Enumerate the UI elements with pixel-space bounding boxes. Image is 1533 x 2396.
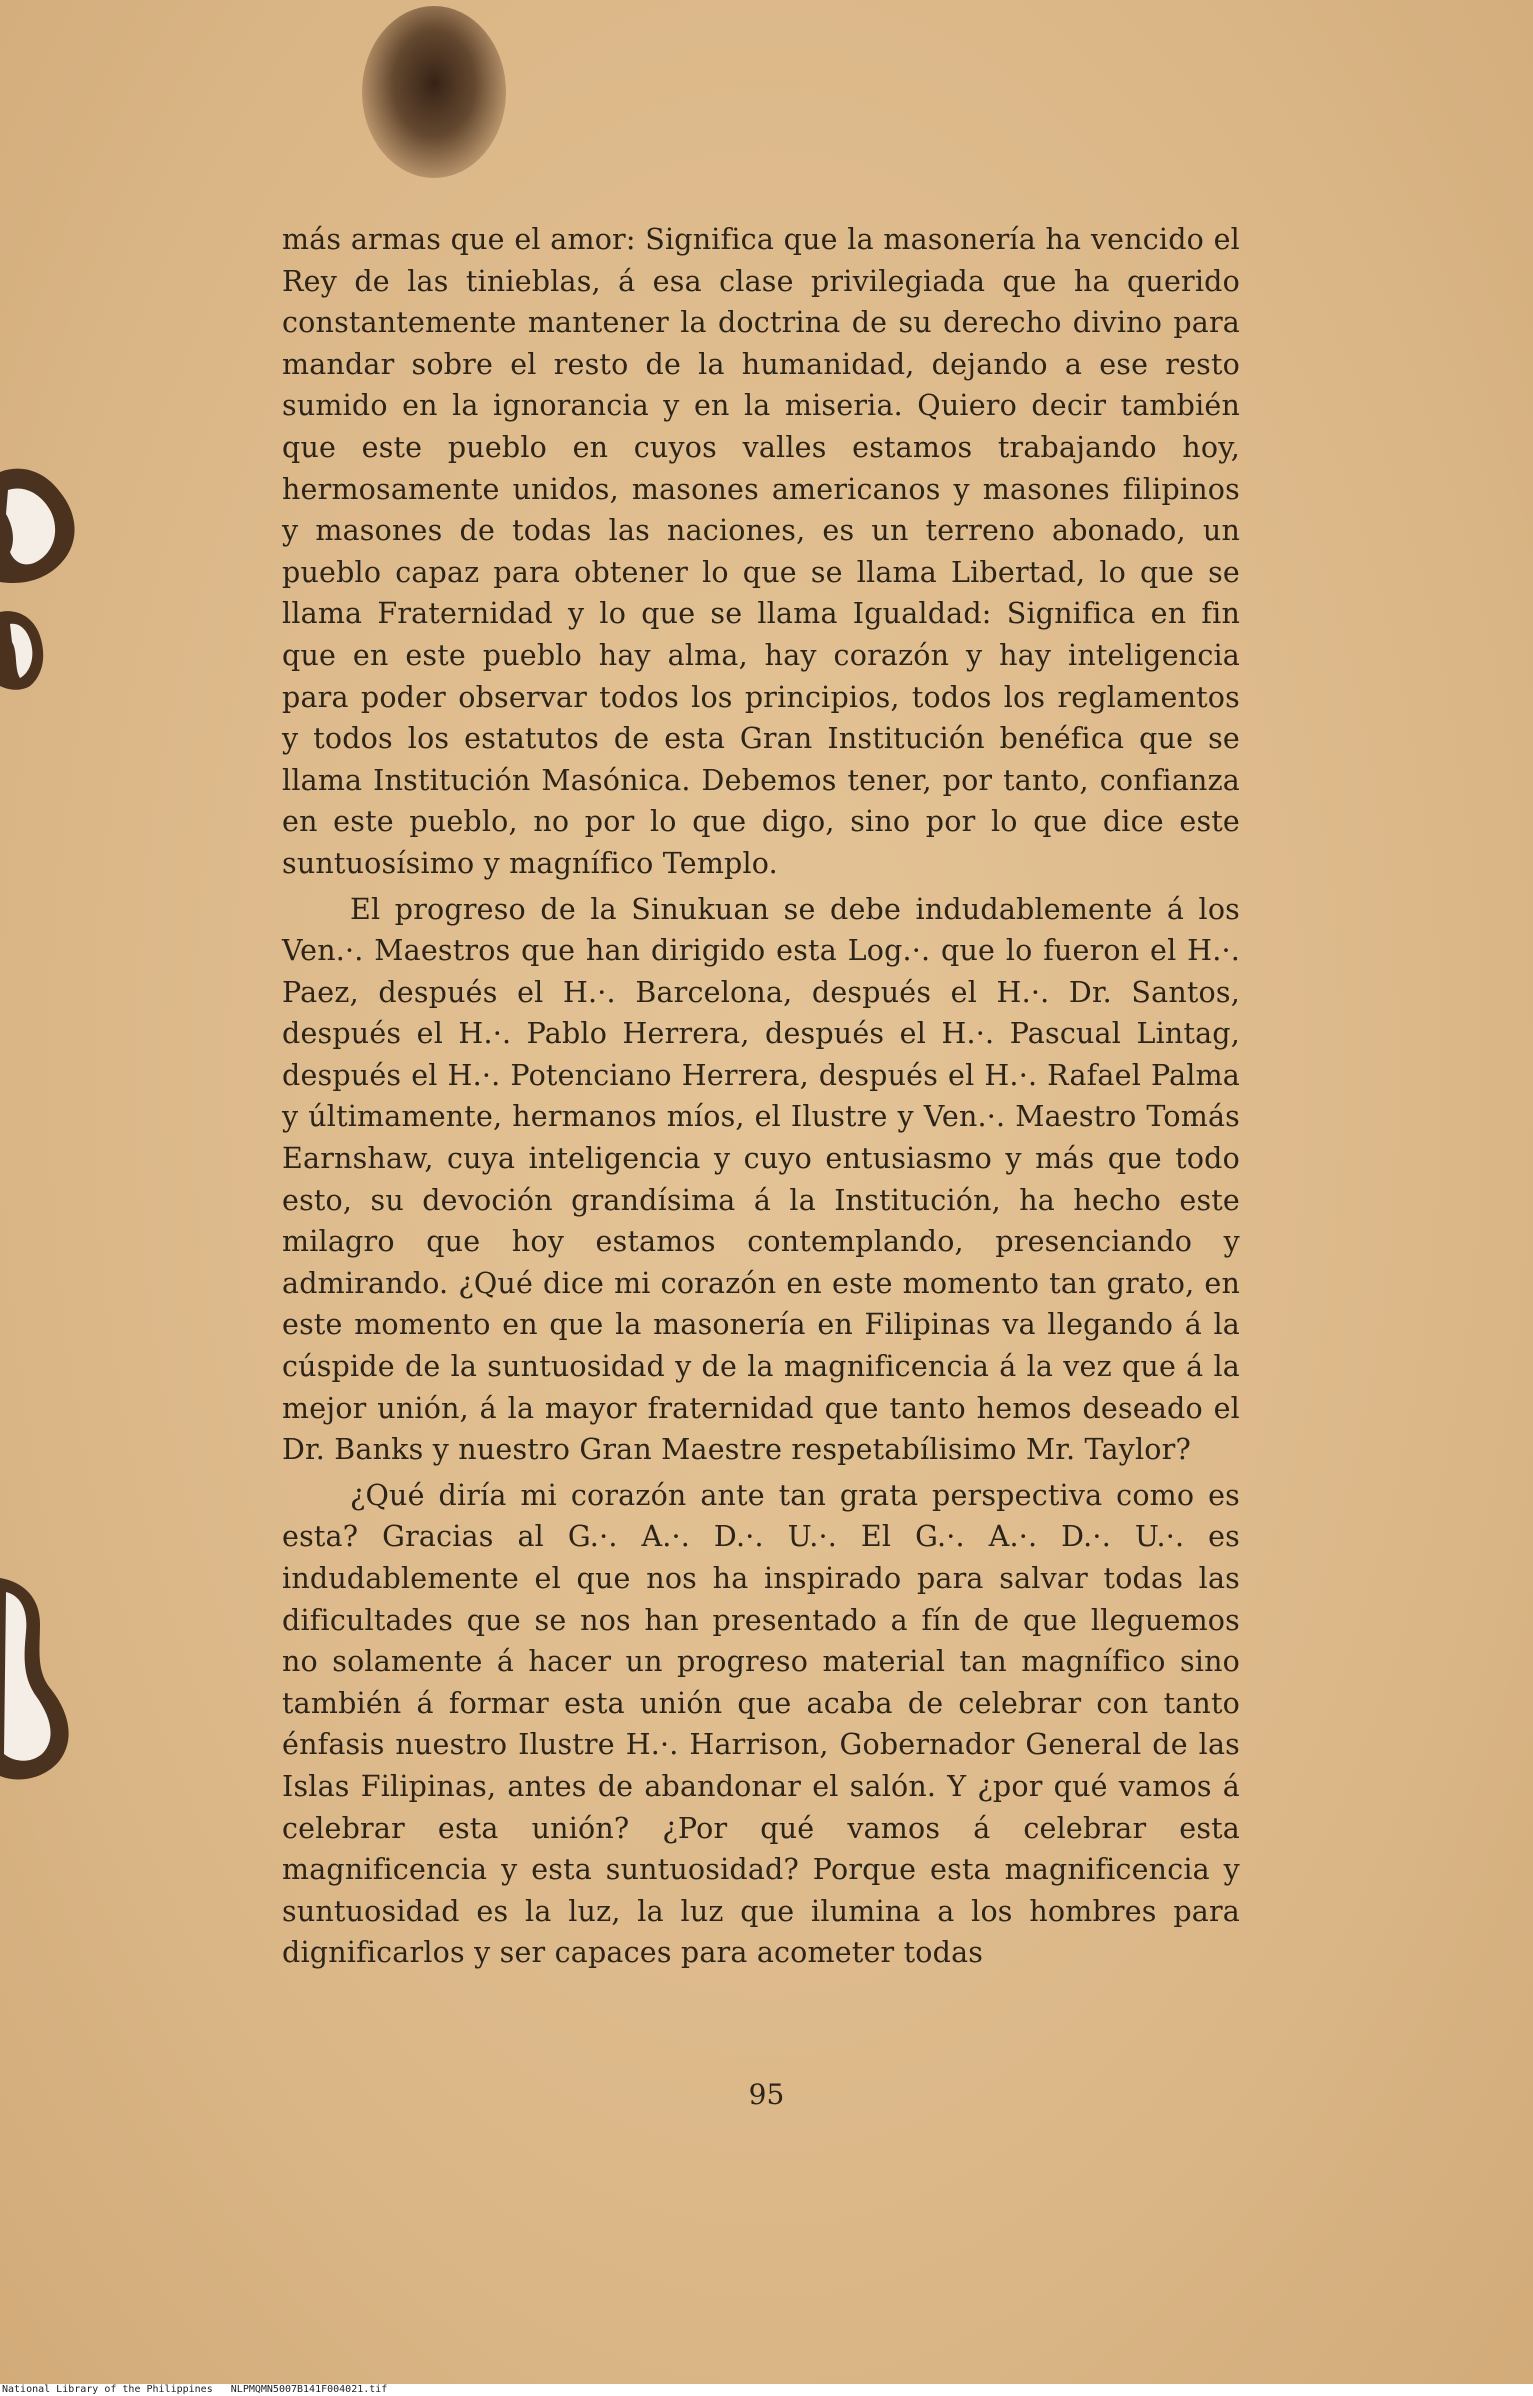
body-text xyxy=(282,219,1240,1978)
burn-hole xyxy=(0,1578,84,1784)
scan-filename: NLPMQMN5007B141F004021.tif xyxy=(230,2384,388,2395)
page-number: 95 xyxy=(748,2078,785,2111)
library-name: National Library of the Philippines xyxy=(2,2384,213,2395)
burn-hole xyxy=(0,462,84,592)
paragraph: ¿Qué diría mi corazón ante tan grata perspectiva como es esta? Gracias al G.·. A.·. D.·. U.·. El G.·. A.·. D.·. U.·. es indudablemente el que nos ha inspirado para salvar todas las dificultades que se nos han presentado a fín de que lleguemos no solamente á hacer un progreso material tan magnífico sino también á formar esta unión que acaba de celebrar con tanto énfasis nuestro Ilustre H.·. Harrison, Gobernador General de las Islas Filipinas, antes de abandonar el salón. Y ¿por qué vamos á celebrar esta unión? ¿Por qué vamos á celebrar esta magnificencia y esta suntuosidad? Porque esta magnificencia y suntuosidad es la luz, la luz que ilumina a los hombres para dignificarlos y ser capaces para acometer todas xyxy=(282,1478,1240,1970)
scan-footer xyxy=(0,2384,1533,2396)
paragraph: El progreso de la Sinukuan se debe indudablemente á los Ven.·. Maestros que han dirigido esta Log.·. que lo fueron el H.·. Paez, después el H.·. Barcelona, después el H.·. Dr. Santos, después el H.·. Pablo Herrera, después el H.·. Pascual Lintag, después el H.·. Potenciano Herrera, después el H.·. Rafael Palma y últimamente, hermanos míos, el Ilustre y Ven.·. Maestro Tomás Earnshaw, cuya inteligencia y cuyo entusiasmo y más que todo esto, su devoción grandísima á la Institución, ha hecho este milagro que hoy estamos contemplando, presenciando y admirando. ¿Qué dice mi corazón en este momento tan grato, en este momento en que la masonería en Filipinas va llegando á la cúspide de la suntuosidad y de la magnificencia á la vez que á la mejor unión, á la mayor fraternidad que tanto hemos deseado el Dr. Banks y nuestro Gran Maestre respetabílisimo Mr. Taylor? xyxy=(282,892,1240,1467)
burn-hole xyxy=(0,608,60,692)
paragraph: más armas que el amor: Significa que la masonería ha vencido el Rey de las tinieblas, á esa clase privilegiada que ha querido constantemente mantener la doctrina de su derecho divino para mandar sobre el resto de la humanidad, dejando a ese resto sumido en la ignorancia y en la miseria. Quiero decir también que este pueblo en cuyos valles estamos trabajando hoy, hermosamente unidos, masones americanos y masones filipinos y masones de todas las naciones, es un terreno abonado, un pueblo capaz para obtener lo que se llama Libertad, lo que se llama Fraternidad y lo que se llama Igualdad: Significa en fin que en este pueblo hay alma, hay corazón y hay inteligencia para poder observar todos los principios, todos los reglamentos y todos los estatutos de esta Gran Institución benéfica que se llama Institución Masónica. Debemos tener, por tanto, confianza en este pueblo, no por lo que digo, sino por lo que dice este suntuosísimo y magnífico Templo. xyxy=(282,223,1240,880)
ink-smudge xyxy=(362,6,506,178)
scan-footer-label xyxy=(2,2384,387,2396)
